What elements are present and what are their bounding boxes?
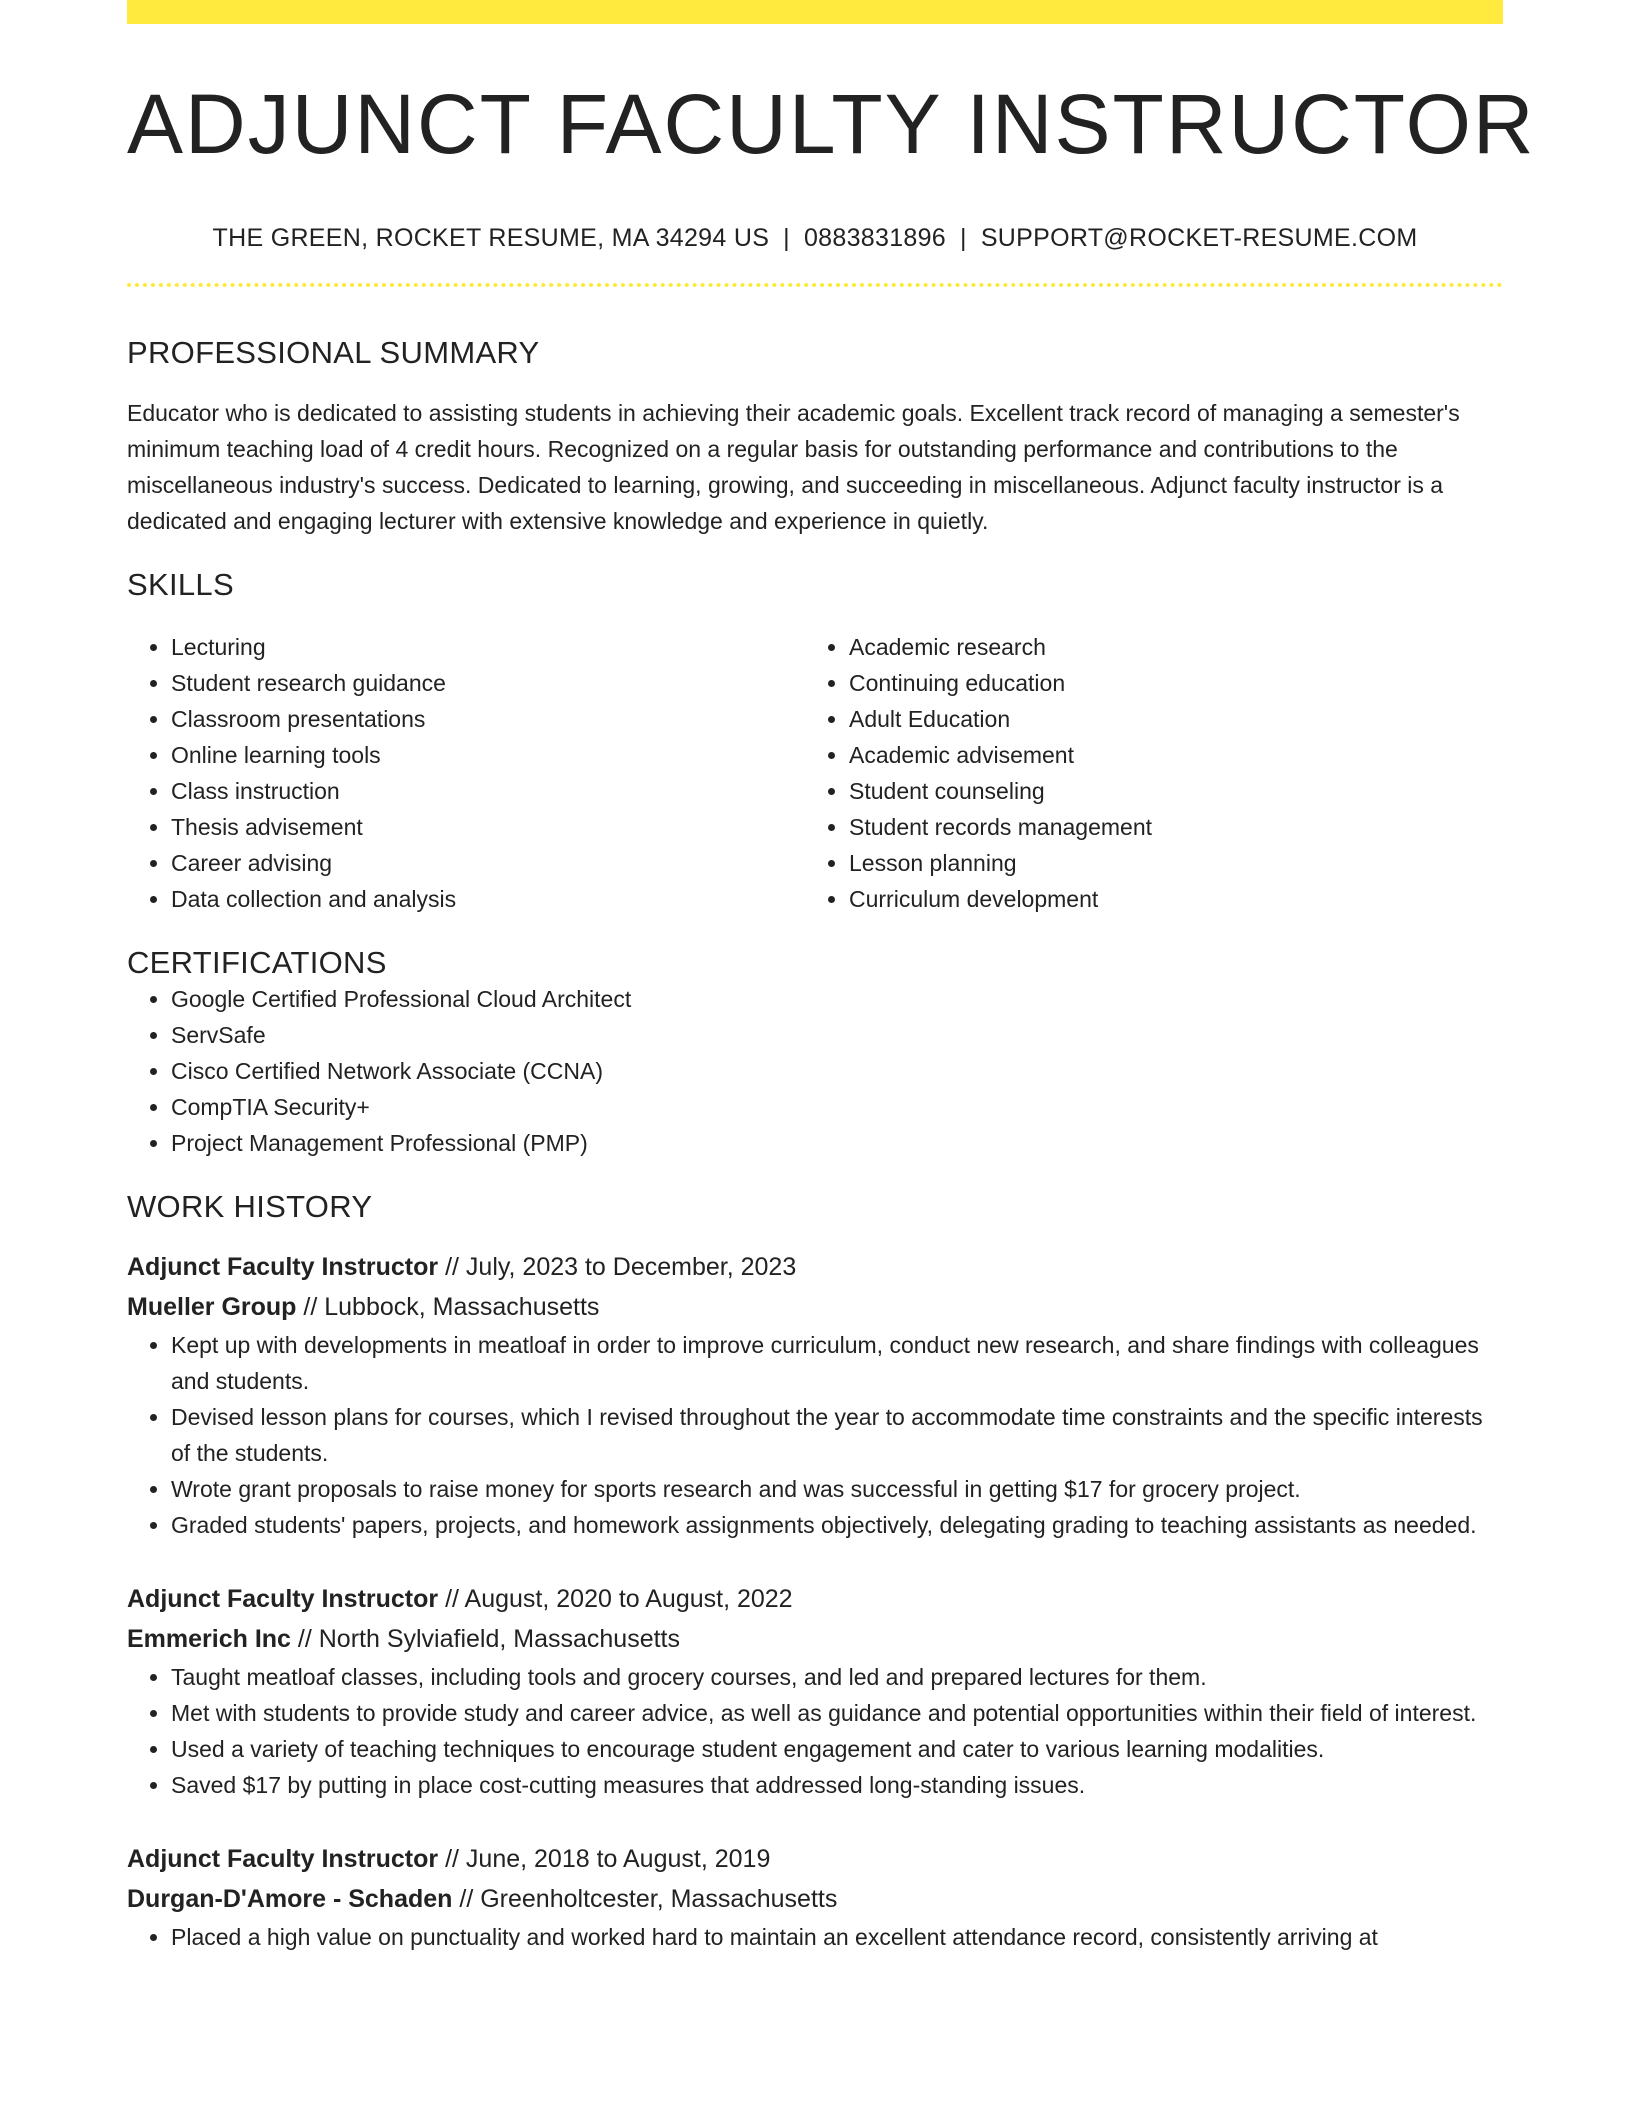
job-location: // Greenholtcester, Massachusetts <box>452 1885 838 1913</box>
job-role-line <box>127 1579 1503 1619</box>
job-bullet: • Saved $17 by putting in place cost-cutting measures that addressed long-standing issues. <box>171 1767 1503 1803</box>
skill-item: • Data collection and analysis <box>171 881 805 917</box>
contact-line <box>127 224 1503 253</box>
job-bullet: • Devised lesson plans for courses, which I revised throughout the year to accommodate time constraints and the specific interests of the students. <box>171 1399 1503 1471</box>
skill-item: • Career advising <box>171 845 805 881</box>
job-bullet: • Used a variety of teaching techniques to encourage student engagement and cater to various learning modalities. <box>171 1731 1503 1767</box>
skill-item: • Academic research <box>849 629 1483 665</box>
job-company: Mueller Group <box>127 1293 297 1321</box>
work-history-heading: WORK HISTORY <box>127 1189 373 1224</box>
skill-item: • Lesson planning <box>849 845 1483 881</box>
skill-item: • Student records management <box>849 809 1483 845</box>
job-dates: // August, 2020 to August, 2022 <box>438 1585 793 1613</box>
job-company-line <box>127 1619 1503 1659</box>
skill-item: • Lecturing <box>171 629 805 665</box>
job-dates: // June, 2018 to August, 2019 <box>438 1845 771 1873</box>
job-role-line <box>127 1247 1503 1287</box>
certification-item: • Cisco Certified Network Associate (CCNA) <box>171 1053 1503 1089</box>
resume-page <box>127 0 1536 1955</box>
job-location: // Lubbock, Massachusetts <box>296 1293 600 1321</box>
certification-item: • Google Certified Professional Cloud Architect <box>171 981 1503 1017</box>
job-bullet: • Kept up with developments in meatloaf in order to improve curriculum, conduct new research, and share findings with colleagues and students. <box>171 1327 1503 1399</box>
skill-item: • Adult Education <box>849 701 1483 737</box>
job-bullet: • Graded students' papers, projects, and homework assignments objectively, delegating grading to teaching assistants as needed. <box>171 1507 1503 1543</box>
certifications-heading: CERTIFICATIONS <box>127 945 387 980</box>
skills-column-left <box>127 629 805 917</box>
skill-item: • Student counseling <box>849 773 1483 809</box>
job-entry <box>127 1579 1503 1803</box>
summary-text: Educator who is dedicated to assisting students in achieving their academic goals. Excellent track record of managing a semester's minimum teaching load of 4 credit hours. Recognized on a regular basis for outstanding performance and contributions to the miscellaneous industry's success. Dedicated to learning, growing, and succeeding in miscellaneous. Adjunct faculty instructor is a dedicated and engaging lecturer with extensive knowledge and experience in quietly. <box>127 400 1460 534</box>
certification-item: • ServSafe <box>171 1017 1503 1053</box>
skill-item: • Thesis advisement <box>171 809 805 845</box>
contact-separator: | <box>783 224 790 252</box>
job-bullets <box>127 1659 1503 1803</box>
dotted-divider <box>127 283 1503 287</box>
job-entry <box>127 1247 1503 1543</box>
job-role: Adjunct Faculty Instructor <box>127 1585 439 1613</box>
skill-item: • Continuing education <box>849 665 1483 701</box>
job-bullets <box>127 1919 1503 1955</box>
job-entry <box>127 1839 1503 1955</box>
job-company: Durgan-D'Amore - Schaden <box>127 1885 453 1913</box>
job-bullet: • Met with students to provide study and career advice, as well as guidance and potential opportunities within their field of interest. <box>171 1695 1503 1731</box>
certification-item: • Project Management Professional (PMP) <box>171 1125 1503 1161</box>
skill-item: • Online learning tools <box>171 737 805 773</box>
job-role: Adjunct Faculty Instructor <box>127 1845 439 1873</box>
certification-item: • CompTIA Security+ <box>171 1089 1503 1125</box>
contact-phone: 0883831896 <box>803 224 947 252</box>
skills-list-left <box>127 629 805 917</box>
skill-item: • Student research guidance <box>171 665 805 701</box>
contact-separator: | <box>960 224 967 252</box>
contact-address: THE GREEN, ROCKET RESUME, MA 34294 US <box>212 224 770 252</box>
job-location: // North Sylviafield, Massachusetts <box>290 1625 680 1653</box>
job-company: Emmerich Inc <box>127 1625 291 1653</box>
accent-top-bar <box>127 0 1503 24</box>
job-bullet: • Placed a high value on punctuality and worked hard to maintain an excellent attendance record, consistently arriving at <box>171 1919 1503 1955</box>
job-role: Adjunct Faculty Instructor <box>127 1253 439 1281</box>
skills-heading: SKILLS <box>127 567 234 602</box>
skills-column-right <box>805 629 1483 917</box>
skills-list-right <box>805 629 1483 917</box>
certifications-list <box>127 981 1503 1161</box>
skill-item: • Curriculum development <box>849 881 1483 917</box>
skill-item: • Academic advisement <box>849 737 1483 773</box>
skills-columns <box>127 629 1503 917</box>
skill-item: • Classroom presentations <box>171 701 805 737</box>
job-bullets <box>127 1327 1503 1543</box>
job-bullet: • Taught meatloaf classes, including tools and grocery courses, and led and prepared lectures for them. <box>171 1659 1503 1695</box>
job-role-line <box>127 1839 1503 1879</box>
contact-email: SUPPORT@ROCKET-RESUME.COM <box>980 224 1418 252</box>
summary-heading: PROFESSIONAL SUMMARY <box>127 335 540 370</box>
job-company-line <box>127 1287 1503 1327</box>
job-dates: // July, 2023 to December, 2023 <box>438 1253 797 1281</box>
resume-title: ADJUNCT FACULTY INSTRUCTOR <box>127 77 1536 171</box>
job-bullet: • Wrote grant proposals to raise money for sports research and was successful in getting $17 for grocery project. <box>171 1471 1503 1507</box>
job-company-line <box>127 1879 1503 1919</box>
skill-item: • Class instruction <box>171 773 805 809</box>
